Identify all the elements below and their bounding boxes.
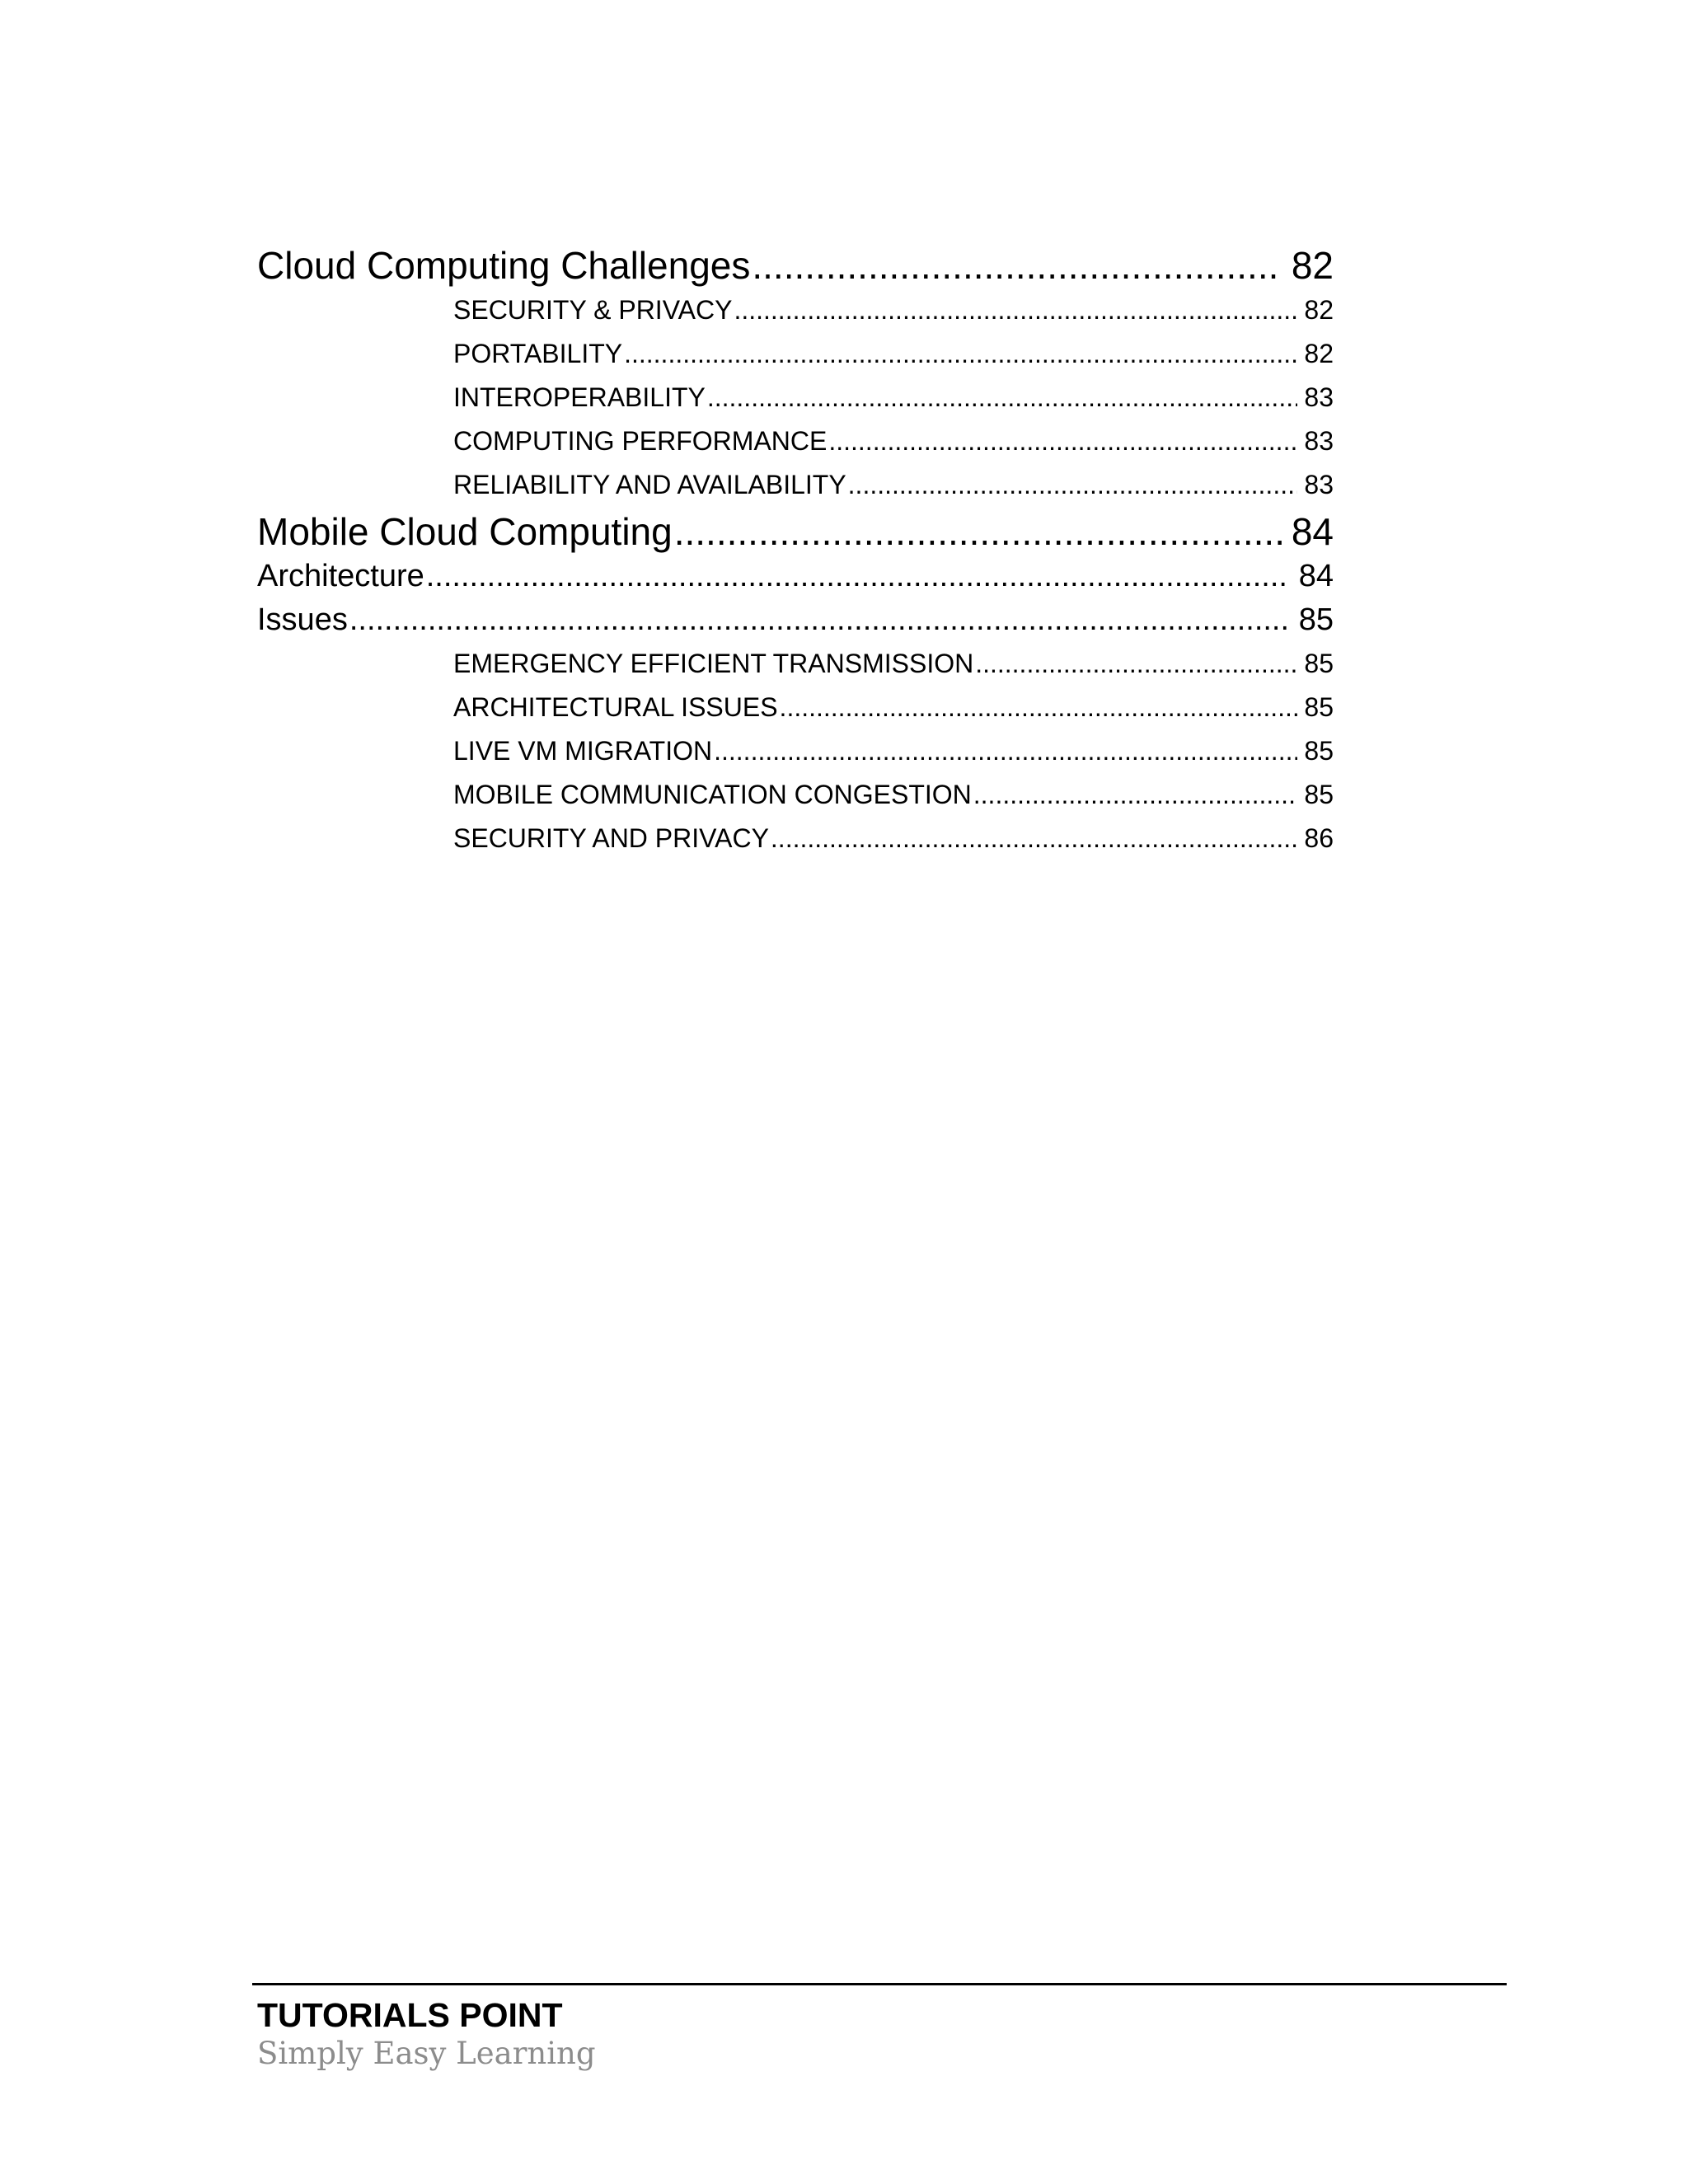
toc-entry-title: Architecture	[257, 559, 424, 593]
toc-entry-title: INTEROPERABILITY	[453, 382, 706, 412]
toc-entry-title: LIVE VM MIGRATION	[453, 736, 713, 766]
dot-leader	[780, 686, 1298, 729]
table-of-contents	[257, 241, 1334, 860]
toc-entry[interactable]	[257, 419, 1334, 463]
toc-entry-page: 85	[1298, 602, 1334, 637]
toc-entry-page: 85	[1304, 692, 1334, 722]
toc-entry-title: ARCHITECTURAL ISSUES	[453, 692, 778, 722]
toc-entry-title: Cloud Computing Challenges	[257, 244, 751, 287]
dot-leader	[975, 642, 1297, 686]
toc-entry-page: 85	[1304, 780, 1334, 809]
toc-entry-page: 84	[1298, 559, 1334, 593]
dot-leader	[714, 729, 1297, 773]
dot-leader	[426, 555, 1289, 598]
toc-entry[interactable]	[257, 463, 1334, 507]
toc-entry-page: 83	[1304, 426, 1334, 456]
toc-entry-page: 82	[1304, 339, 1334, 368]
toc-entry[interactable]	[257, 729, 1334, 773]
toc-entry-title: Issues	[257, 602, 348, 637]
toc-entry[interactable]	[257, 555, 1334, 598]
toc-entry[interactable]	[257, 642, 1334, 686]
footer-tagline: Simply Easy Learning	[257, 2036, 596, 2071]
toc-entry-page: 86	[1304, 823, 1334, 853]
dot-leader	[771, 817, 1298, 860]
footer-divider	[252, 1983, 1507, 1985]
dot-leader	[624, 332, 1297, 376]
dot-leader	[848, 463, 1298, 507]
dot-leader	[674, 509, 1282, 555]
dot-leader	[973, 773, 1298, 817]
toc-entry[interactable]	[257, 817, 1334, 860]
toc-entry-title: SECURITY & PRIVACY	[453, 295, 733, 325]
toc-entry-title: PORTABILITY	[453, 339, 623, 368]
toc-entry[interactable]	[257, 242, 1334, 288]
toc-entry[interactable]	[257, 288, 1334, 332]
toc-entry-page: 83	[1304, 470, 1334, 499]
toc-entry-page: 85	[1304, 649, 1334, 678]
toc-entry-title: COMPUTING PERFORMANCE	[453, 426, 828, 456]
toc-entry[interactable]	[257, 773, 1334, 817]
dot-leader	[707, 376, 1298, 419]
toc-entry[interactable]	[257, 376, 1334, 419]
toc-entry-page: 82	[1304, 295, 1334, 325]
footer-brand: TUTORIALS POINT	[257, 1996, 563, 2034]
toc-entry-page: 82	[1291, 244, 1334, 287]
toc-entry-title: RELIABILITY AND AVAILABILITY	[453, 470, 846, 499]
dot-leader	[734, 288, 1297, 332]
toc-entry[interactable]	[257, 598, 1334, 642]
toc-entry-page: 84	[1291, 510, 1334, 553]
dot-leader	[349, 598, 1289, 642]
toc-entry-title: MOBILE COMMUNICATION CONGESTION	[453, 780, 972, 809]
dot-leader	[828, 419, 1297, 463]
dot-leader	[752, 242, 1281, 288]
toc-entry-page: 85	[1304, 736, 1334, 766]
toc-entry-title: SECURITY AND PRIVACY	[453, 823, 769, 853]
toc-entry-title: Mobile Cloud Computing	[257, 510, 673, 553]
toc-entry[interactable]	[257, 332, 1334, 376]
toc-entry[interactable]	[257, 686, 1334, 729]
toc-entry-title: EMERGENCY EFFICIENT TRANSMISSION	[453, 649, 974, 678]
toc-entry[interactable]	[257, 509, 1334, 555]
toc-entry-page: 83	[1304, 382, 1334, 412]
